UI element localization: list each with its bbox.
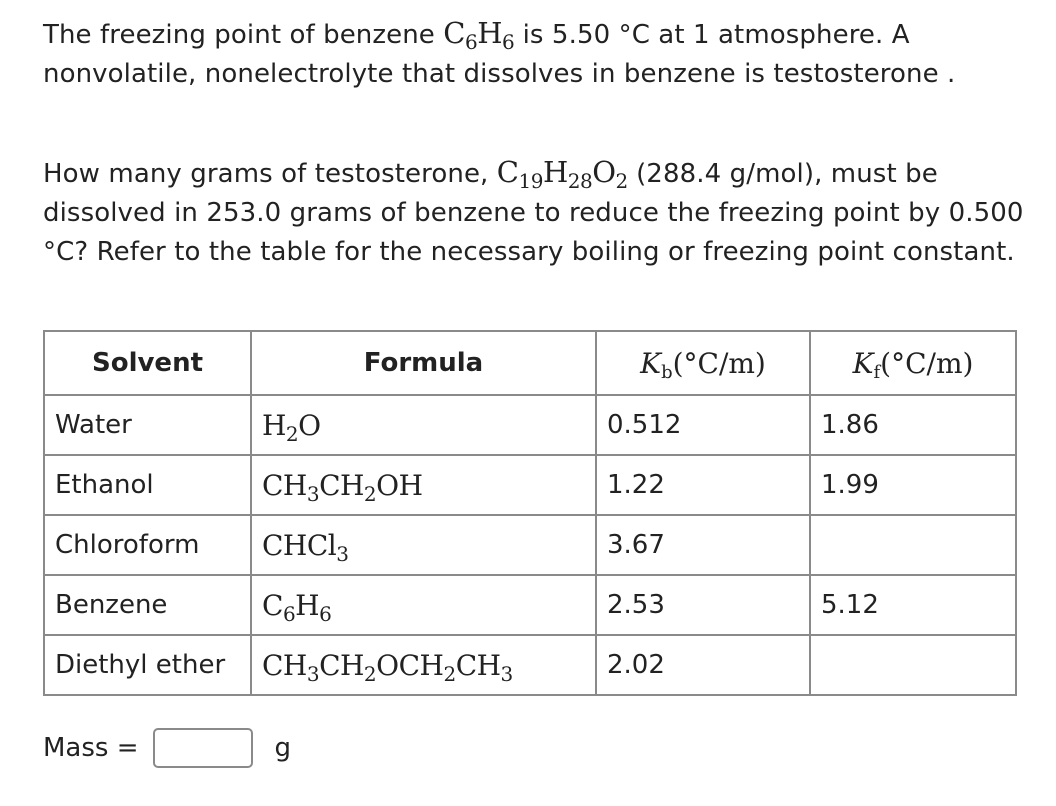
formula-cell: $C_6H_6$ bbox=[251, 575, 596, 635]
kb-cell: 0.512 bbox=[596, 395, 810, 455]
kf-cell: 5.12 bbox=[810, 575, 1016, 635]
header-formula: Formula bbox=[251, 331, 596, 395]
header-kf: $K_f(^\circ C/m)$ bbox=[810, 331, 1016, 395]
answer-row bbox=[43, 726, 291, 770]
constants-table bbox=[43, 330, 1017, 696]
table-row bbox=[44, 395, 1016, 455]
table-header-row bbox=[44, 331, 1016, 395]
formula-cell: $CH_3CH_2OCH_2CH_3$ bbox=[251, 635, 596, 695]
formula-cell: $H_2O$ bbox=[251, 395, 596, 455]
testosterone-formula: $C_{19}H_{28}O_2$ bbox=[496, 155, 628, 193]
solvent-cell: Ethanol bbox=[44, 455, 251, 515]
table-row bbox=[44, 515, 1016, 575]
prompt-text-b: (288.4 g/mol), must be dissolved in 253.0 grams of benzene to reduce the freezing point by 0.500 °C? Refer to the table for the necessary boiling or freezing point constant. bbox=[43, 159, 1024, 267]
solvent-cell: Chloroform bbox=[44, 515, 251, 575]
table-row bbox=[44, 575, 1016, 635]
kf-cell bbox=[810, 515, 1016, 575]
prompt-text-a: How many grams of testosterone, bbox=[43, 159, 497, 189]
question-prompt bbox=[43, 153, 1043, 272]
table-row bbox=[44, 455, 1016, 515]
solvent-cell: Diethyl ether bbox=[44, 635, 251, 695]
kf-cell bbox=[810, 635, 1016, 695]
kb-cell: 2.02 bbox=[596, 635, 810, 695]
kb-cell: 1.22 bbox=[596, 455, 810, 515]
solvent-cell: Benzene bbox=[44, 575, 251, 635]
kb-cell: 3.67 bbox=[596, 515, 810, 575]
benzene-formula: $C_6H_6$ bbox=[443, 16, 515, 54]
formula-cell: $CH_3CH_2OH$ bbox=[251, 455, 596, 515]
mass-label: Mass = bbox=[43, 733, 139, 763]
mass-unit: g bbox=[274, 733, 292, 763]
header-solvent: Solvent bbox=[44, 331, 251, 395]
solvent-cell: Water bbox=[44, 395, 251, 455]
intro-text-a: The freezing point of benzene bbox=[43, 20, 444, 50]
formula-cell: CHCl$_3$ bbox=[251, 515, 596, 575]
kf-cell: 1.86 bbox=[810, 395, 1016, 455]
kf-cell: 1.99 bbox=[810, 455, 1016, 515]
mass-input[interactable] bbox=[153, 728, 253, 768]
kb-cell: 2.53 bbox=[596, 575, 810, 635]
question-intro bbox=[43, 14, 1043, 94]
table-row bbox=[44, 635, 1016, 695]
intro-text-b: is 5.50 °C at 1 atmosphere. A nonvolatile, nonelectrolyte that dissolves in benzene is testosterone . bbox=[43, 20, 956, 89]
header-kb: $K_b(^\circ C/m)$ bbox=[596, 331, 810, 395]
